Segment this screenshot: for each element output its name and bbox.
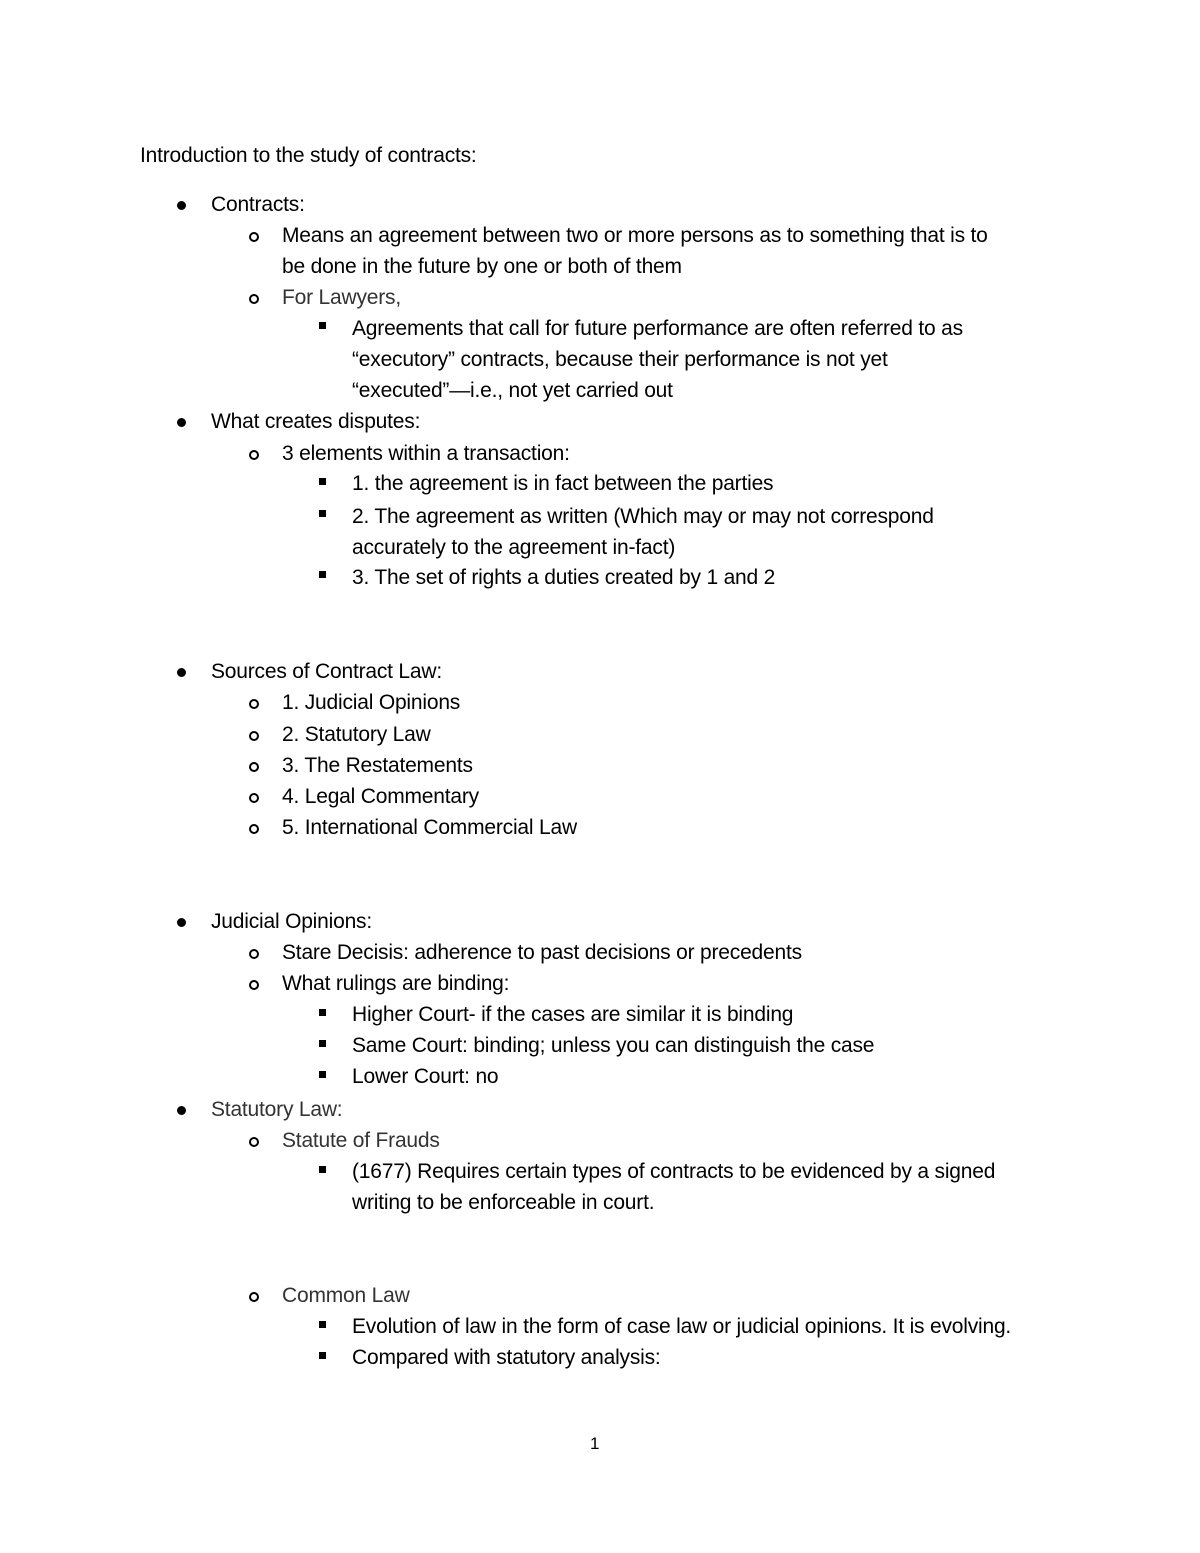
judicial-higher-court: Higher Court- if the cases are similar it is binding xyxy=(352,1003,794,1026)
section-title-contracts: Contracts: xyxy=(211,193,305,216)
contracts-meaning-line-1: Means an agreement between two or more persons as to something that is to xyxy=(282,224,988,247)
lawyers-line-2: “executory” contracts, because their performance is not yet xyxy=(352,348,888,371)
bullet-square-icon xyxy=(319,510,326,517)
section-title-statutory: Statutory Law: xyxy=(211,1098,343,1121)
sources-item: 4. Legal Commentary xyxy=(282,785,479,808)
bullet-square-icon xyxy=(319,1166,326,1173)
bullet-dot-icon xyxy=(177,418,186,427)
sources-item: 3. The Restatements xyxy=(282,754,473,777)
judicial-same-court: Same Court: binding; unless you can distinguish the case xyxy=(352,1034,875,1057)
judicial-lower-court: Lower Court: no xyxy=(352,1065,499,1088)
judicial-stare-decisis: Stare Decisis: adherence to past decisions or precedents xyxy=(282,941,802,964)
bullet-square-icon xyxy=(319,1009,326,1016)
bullet-circle-icon xyxy=(249,824,259,834)
disputes-elements: 3 elements within a transaction: xyxy=(282,442,570,465)
sources-item: 1. Judicial Opinions xyxy=(282,691,461,714)
bullet-square-icon xyxy=(319,1352,326,1359)
bullet-circle-icon xyxy=(249,294,259,304)
lawyers-line-3: “executed”—i.e., not yet carried out xyxy=(352,379,673,402)
bullet-circle-icon xyxy=(249,450,259,460)
common-law-line-2: Compared with statutory analysis: xyxy=(352,1346,661,1369)
page-heading: Introduction to the study of contracts: xyxy=(140,144,477,167)
bullet-circle-icon xyxy=(249,731,259,741)
bullet-circle-icon xyxy=(249,793,259,803)
bullet-square-icon xyxy=(319,1071,326,1078)
bullet-square-icon xyxy=(319,571,326,578)
common-law-line-1: Evolution of law in the form of case law or judicial opinions. It is evolving. xyxy=(352,1315,1012,1338)
bullet-circle-icon xyxy=(249,762,259,772)
bullet-circle-icon xyxy=(249,699,259,709)
bullet-circle-icon xyxy=(249,980,259,990)
bullet-circle-icon xyxy=(249,1137,259,1147)
sources-item: 2. Statutory Law xyxy=(282,723,431,746)
bullet-dot-icon xyxy=(177,918,186,927)
bullet-dot-icon xyxy=(177,201,186,210)
section-title-disputes: What creates disputes: xyxy=(211,410,421,433)
statutory-frauds-line-1: (1677) Requires certain types of contracts to be evidenced by a signed xyxy=(352,1160,996,1183)
bullet-circle-icon xyxy=(249,949,259,959)
statutory-common-law: Common Law xyxy=(282,1284,410,1307)
bullet-square-icon xyxy=(319,322,326,329)
disputes-element-2b: accurately to the agreement in-fact) xyxy=(352,536,676,559)
contracts-lawyers: For Lawyers, xyxy=(282,286,401,309)
bullet-square-icon xyxy=(319,1040,326,1047)
section-title-sources: Sources of Contract Law: xyxy=(211,660,442,683)
contracts-meaning-line-2: be done in the future by one or both of them xyxy=(282,255,682,278)
sources-item: 5. International Commercial Law xyxy=(282,816,577,839)
statutory-frauds: Statute of Frauds xyxy=(282,1129,440,1152)
disputes-element-3: 3. The set of rights a duties created by 1 and 2 xyxy=(352,566,776,589)
page-number: 1 xyxy=(590,1434,600,1453)
disputes-element-2a: 2. The agreement as written (Which may or may not correspond xyxy=(352,505,934,528)
bullet-square-icon xyxy=(319,478,326,485)
bullet-dot-icon xyxy=(177,668,186,677)
bullet-square-icon xyxy=(319,1321,326,1328)
disputes-element-1: 1. the agreement is in fact between the parties xyxy=(352,472,774,495)
statutory-frauds-line-2: writing to be enforceable in court. xyxy=(352,1191,655,1214)
bullet-circle-icon xyxy=(249,232,259,242)
bullet-circle-icon xyxy=(249,1292,259,1302)
judicial-binding: What rulings are binding: xyxy=(282,972,510,995)
bullet-dot-icon xyxy=(177,1106,186,1115)
section-title-judicial: Judicial Opinions: xyxy=(211,910,372,933)
lawyers-line-1: Agreements that call for future performance are often referred to as xyxy=(352,317,963,340)
